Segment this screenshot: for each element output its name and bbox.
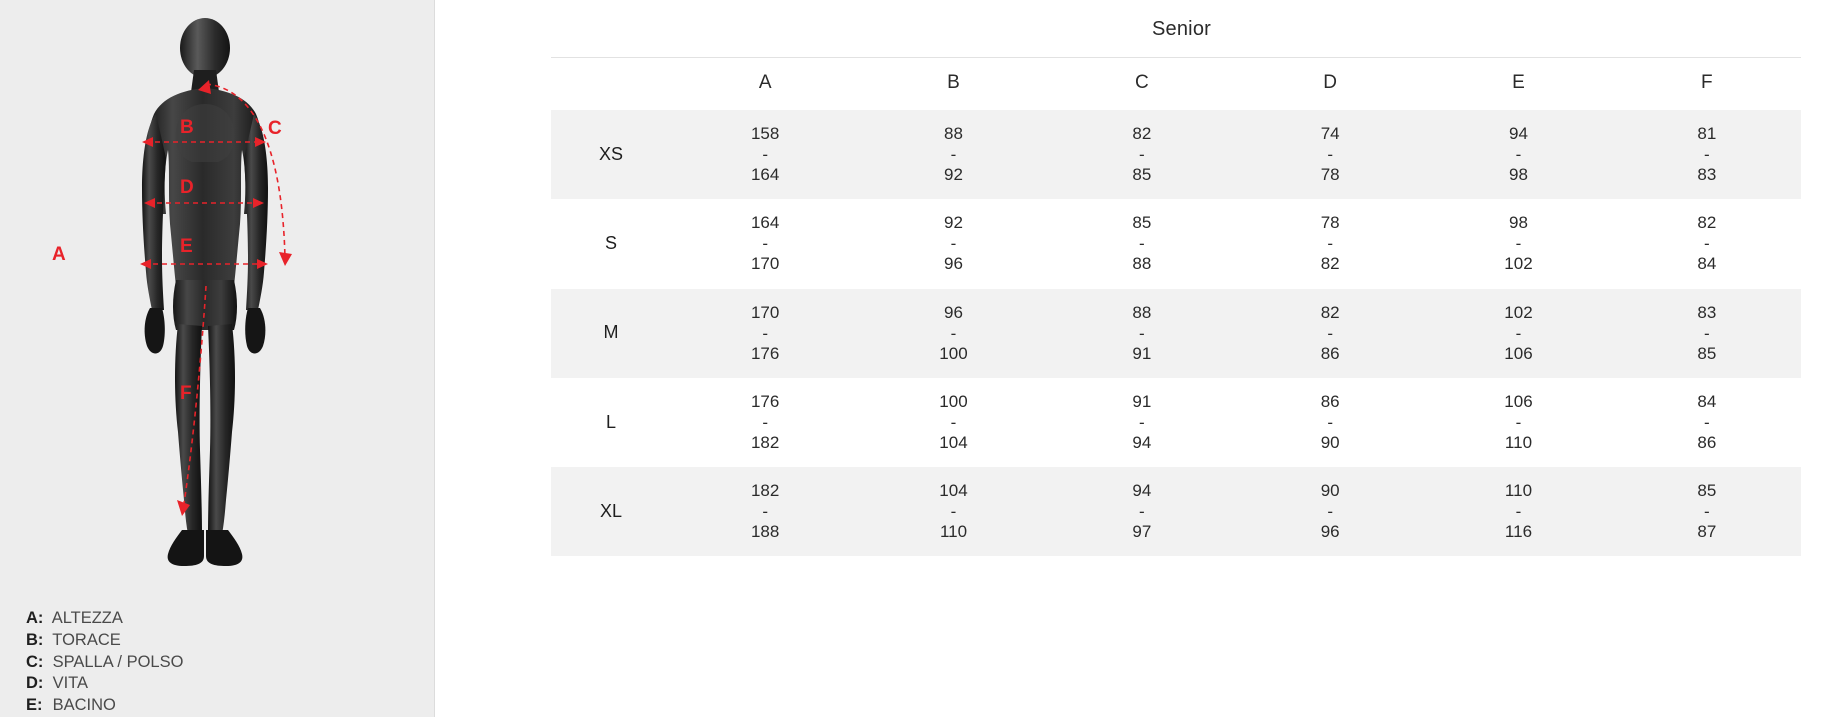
legend-value-e: BACINO — [52, 696, 116, 715]
cell-max: 110 — [1504, 432, 1533, 452]
cell-dash: - — [1138, 323, 1145, 343]
cell-max: 85 — [1697, 343, 1717, 363]
cell-dash: - — [762, 502, 768, 522]
legend-item-e — [26, 695, 426, 717]
cell-dash: - — [762, 234, 768, 254]
cell-max: 188 — [750, 522, 780, 542]
legend-item-d — [26, 673, 426, 695]
cell-l-e — [1424, 378, 1612, 467]
legend-key-d: D: — [26, 674, 44, 693]
cell-max: 98 — [1509, 165, 1528, 185]
cell-xs-a — [671, 110, 859, 199]
cell-min: 84 — [1697, 391, 1717, 411]
measure-label-f: F — [180, 383, 192, 404]
cell-s-a — [671, 199, 859, 288]
cell-dash: - — [1515, 502, 1522, 522]
cell-m-c — [1048, 289, 1236, 378]
measure-label-d: D — [180, 177, 194, 198]
cell-max: 83 — [1697, 165, 1717, 185]
table-header-row — [551, 58, 1801, 111]
table-row — [551, 467, 1801, 556]
cell-max: 96 — [944, 254, 963, 274]
row-size-label: XS — [551, 110, 671, 199]
cell-dash: - — [1327, 145, 1333, 165]
cell-min: 74 — [1320, 124, 1340, 143]
cell-xs-b — [859, 110, 1047, 199]
table-row — [551, 378, 1801, 467]
cell-min: 98 — [1509, 213, 1528, 233]
cell-min: 78 — [1320, 213, 1340, 233]
cell-min: 91 — [1132, 391, 1152, 411]
cell-min: 85 — [1132, 213, 1152, 233]
cell-l-b — [859, 378, 1047, 467]
cell-s-b — [859, 199, 1047, 288]
cell-s-f — [1613, 199, 1801, 288]
cell-dash: - — [1327, 502, 1333, 522]
cell-xl-e — [1424, 467, 1612, 556]
measurement-diagram-panel — [0, 0, 435, 717]
cell-dash: - — [950, 145, 957, 165]
cell-dash: - — [950, 412, 957, 432]
cell-l-a — [671, 378, 859, 467]
measure-label-b: B — [180, 117, 194, 138]
legend-value-b: TORACE — [52, 630, 121, 649]
cell-dash: - — [1703, 234, 1710, 254]
cell-max: 90 — [1320, 432, 1340, 452]
cell-min: 104 — [939, 481, 968, 500]
cell-dash: - — [762, 412, 768, 432]
mannequin-figure — [0, 0, 435, 620]
cell-max: 102 — [1504, 254, 1533, 274]
cell-xs-e — [1424, 110, 1612, 199]
cell-min: 170 — [750, 302, 780, 322]
header-col-a: A — [671, 58, 859, 111]
cell-max: 86 — [1320, 343, 1340, 363]
cell-min: 88 — [1132, 302, 1152, 322]
cell-min: 158 — [750, 124, 780, 143]
cell-min: 82 — [1697, 213, 1717, 233]
cell-xs-c — [1048, 110, 1236, 199]
cell-dash: - — [1515, 234, 1522, 254]
legend-value-d: VITA — [52, 674, 89, 693]
mannequin-illustration — [110, 18, 300, 603]
cell-min: 182 — [750, 481, 780, 500]
cell-dash: - — [762, 145, 768, 165]
header-col-d: D — [1236, 58, 1424, 111]
cell-dash: - — [950, 323, 957, 343]
cell-max: 164 — [750, 165, 780, 185]
cell-dash: - — [1703, 323, 1710, 343]
cell-max: 96 — [1320, 522, 1340, 542]
measure-label-a: A — [52, 244, 66, 265]
legend-value-c: SPALLA / POLSO — [52, 652, 184, 671]
cell-min: 164 — [750, 213, 780, 233]
cell-s-e — [1424, 199, 1612, 288]
cell-dash: - — [1138, 145, 1145, 165]
legend-item-b — [26, 630, 426, 652]
table-row — [551, 289, 1801, 378]
cell-dash: - — [1515, 145, 1522, 165]
cell-min: 106 — [1504, 391, 1533, 411]
cell-s-c — [1048, 199, 1236, 288]
cell-dash: - — [1327, 412, 1333, 432]
cell-max: 91 — [1132, 343, 1152, 363]
cell-max: 85 — [1132, 165, 1152, 185]
cell-max: 176 — [750, 343, 780, 363]
cell-max: 87 — [1697, 522, 1717, 542]
cell-dash: - — [1138, 502, 1145, 522]
cell-m-b — [859, 289, 1047, 378]
cell-max: 104 — [939, 432, 968, 452]
cell-max: 170 — [750, 254, 780, 274]
cell-min: 94 — [1132, 481, 1152, 500]
cell-max: 110 — [939, 522, 968, 542]
table-row — [551, 110, 1801, 199]
cell-min: 85 — [1697, 481, 1717, 500]
cell-l-d — [1236, 378, 1424, 467]
size-table-panel — [435, 0, 1842, 717]
row-size-label: S — [604, 233, 617, 254]
cell-max: 100 — [939, 343, 968, 363]
cell-max: 97 — [1132, 522, 1152, 542]
header-col-e: E — [1424, 58, 1612, 111]
cell-m-f — [1613, 289, 1801, 378]
cell-min: 90 — [1320, 481, 1340, 500]
measurement-legend — [26, 608, 426, 717]
header-col-b: B — [859, 58, 1047, 111]
cell-dash: - — [1515, 412, 1522, 432]
legend-key-b: B: — [26, 630, 44, 649]
cell-xl-b — [859, 467, 1047, 556]
cell-min: 88 — [944, 124, 963, 143]
measure-label-c: C — [268, 118, 282, 139]
legend-key-c: C: — [26, 652, 44, 671]
cell-dash: - — [1327, 323, 1333, 343]
cell-l-c — [1048, 378, 1236, 467]
legend-key-e: E: — [26, 696, 43, 715]
cell-min: 110 — [1504, 481, 1533, 500]
header-col-f: F — [1613, 58, 1801, 111]
cell-max: 86 — [1697, 432, 1717, 452]
cell-max: 78 — [1320, 165, 1340, 185]
cell-max: 94 — [1132, 432, 1152, 452]
cell-max: 116 — [1504, 522, 1533, 542]
header-col-c: C — [1048, 58, 1236, 111]
cell-xs-f — [1613, 110, 1801, 199]
cell-dash: - — [1138, 412, 1145, 432]
cell-min: 102 — [1504, 302, 1533, 322]
size-table-head — [551, 58, 1801, 111]
cell-dash: - — [1703, 502, 1710, 522]
cell-s-d — [1236, 199, 1424, 288]
cell-dash: - — [1703, 412, 1710, 432]
table-row — [551, 199, 1801, 288]
row-size-label: XL — [551, 467, 671, 556]
cell-m-d — [1236, 289, 1424, 378]
cell-xl-a — [671, 467, 859, 556]
size-table-title: Senior — [1151, 18, 1211, 40]
cell-max: 82 — [1320, 254, 1340, 274]
cell-min: 82 — [1320, 302, 1340, 322]
cell-dash: - — [1327, 234, 1333, 254]
size-chart-table — [551, 57, 1801, 556]
cell-dash: - — [762, 323, 768, 343]
cell-min: 176 — [750, 391, 780, 411]
cell-min: 100 — [939, 391, 968, 411]
legend-key-a: A: — [26, 609, 44, 628]
cell-m-a — [671, 289, 859, 378]
cell-xl-d — [1236, 467, 1424, 556]
cell-dash: - — [950, 502, 957, 522]
cell-l-f — [1613, 378, 1801, 467]
cell-dash: - — [1515, 323, 1522, 343]
legend-item-a — [26, 608, 426, 630]
legend-item-c — [26, 652, 426, 674]
cell-min: 92 — [944, 213, 963, 233]
measure-label-e: E — [180, 236, 193, 257]
size-table-body — [551, 110, 1801, 556]
cell-xl-c — [1048, 467, 1236, 556]
cell-min: 82 — [1132, 124, 1152, 143]
header-size-column — [551, 58, 671, 111]
cell-max: 84 — [1697, 254, 1717, 274]
cell-xs-d — [1236, 110, 1424, 199]
cell-min: 94 — [1509, 124, 1528, 143]
cell-max: 106 — [1504, 343, 1533, 363]
row-size-label: M — [551, 289, 671, 378]
cell-max: 182 — [750, 432, 780, 452]
cell-min: 81 — [1697, 124, 1717, 143]
row-size-label: L — [605, 411, 616, 432]
cell-min: 86 — [1320, 391, 1340, 411]
cell-dash: - — [950, 234, 957, 254]
size-table-area — [551, 0, 1812, 556]
cell-xl-f — [1613, 467, 1801, 556]
cell-max: 92 — [944, 165, 963, 185]
cell-dash: - — [1138, 234, 1145, 254]
cell-dash: - — [1703, 145, 1710, 165]
legend-value-a: ALTEZZA — [51, 609, 123, 628]
cell-max: 88 — [1132, 254, 1152, 274]
cell-m-e — [1424, 289, 1612, 378]
cell-min: 83 — [1697, 302, 1717, 322]
cell-min: 96 — [944, 302, 963, 322]
